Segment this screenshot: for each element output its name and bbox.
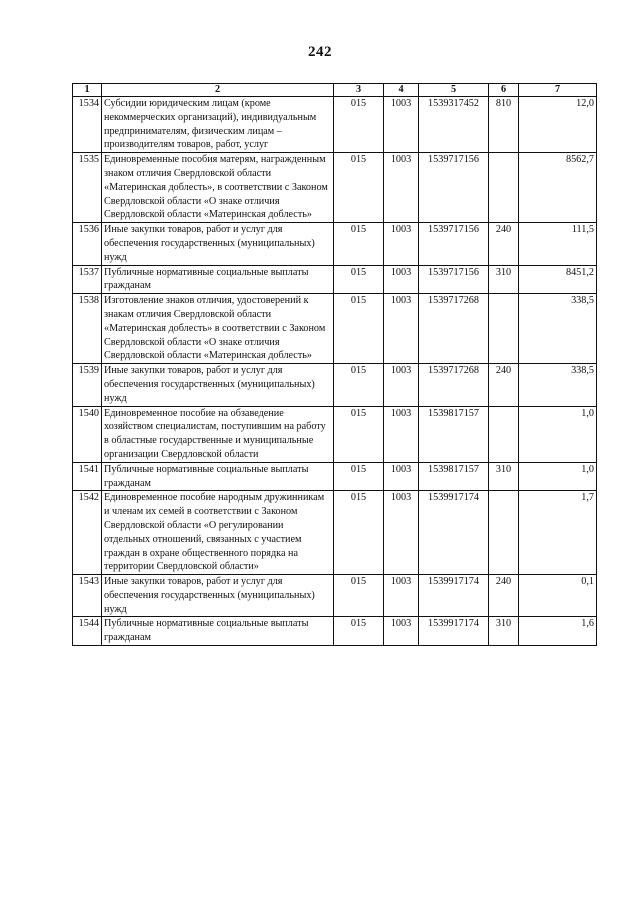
row-number: 1540 bbox=[73, 406, 102, 462]
table-row bbox=[73, 364, 597, 406]
row-ved: 015 bbox=[334, 575, 384, 617]
row-ved: 015 bbox=[334, 364, 384, 406]
header-col-5: 5 bbox=[419, 84, 489, 97]
header-col-2: 2 bbox=[102, 84, 334, 97]
row-name: Единовременное пособие народным дружинникам и членам их семей в соответствии с Законом Свердловской области «О регулировании отдельных отношений, связанных с участием граждан в охране общественного порядка на территории Свердловской области» bbox=[102, 491, 334, 575]
row-name: Субсидии юридическим лицам (кроме некоммерческих организаций), индивидуальным предпринимателям, физическим лицам – производителям товаров, работ, услуг bbox=[102, 97, 334, 153]
row-vr: 810 bbox=[489, 97, 519, 153]
table-row bbox=[73, 406, 597, 462]
table-row bbox=[73, 294, 597, 364]
row-amount: 1,0 bbox=[519, 406, 597, 462]
row-ved: 015 bbox=[334, 265, 384, 294]
row-number: 1543 bbox=[73, 575, 102, 617]
row-number: 1544 bbox=[73, 617, 102, 646]
table-header bbox=[73, 84, 597, 97]
row-name: Публичные нормативные социальные выплаты гражданам bbox=[102, 617, 334, 646]
row-target: 1539717156 bbox=[419, 265, 489, 294]
row-target: 1539717268 bbox=[419, 364, 489, 406]
row-vr bbox=[489, 406, 519, 462]
table-row bbox=[73, 617, 597, 646]
row-amount: 1,6 bbox=[519, 617, 597, 646]
row-section: 1003 bbox=[384, 97, 419, 153]
budget-table bbox=[72, 83, 597, 646]
row-section: 1003 bbox=[384, 462, 419, 491]
row-ved: 015 bbox=[334, 617, 384, 646]
row-target: 1539917174 bbox=[419, 617, 489, 646]
table-row bbox=[73, 97, 597, 153]
row-vr bbox=[489, 294, 519, 364]
row-target: 1539917174 bbox=[419, 575, 489, 617]
row-ved: 015 bbox=[334, 462, 384, 491]
header-col-4: 4 bbox=[384, 84, 419, 97]
row-number: 1538 bbox=[73, 294, 102, 364]
row-amount: 1,7 bbox=[519, 491, 597, 575]
header-col-7: 7 bbox=[519, 84, 597, 97]
row-amount: 12,0 bbox=[519, 97, 597, 153]
row-target: 1539817157 bbox=[419, 462, 489, 491]
table-row bbox=[73, 575, 597, 617]
row-ved: 015 bbox=[334, 294, 384, 364]
row-number: 1541 bbox=[73, 462, 102, 491]
table-row bbox=[73, 265, 597, 294]
table-body bbox=[73, 97, 597, 646]
row-number: 1537 bbox=[73, 265, 102, 294]
row-target: 1539717156 bbox=[419, 223, 489, 265]
row-name: Иные закупки товаров, работ и услуг для обеспечения государственных (муниципальных) нужд bbox=[102, 364, 334, 406]
row-number: 1539 bbox=[73, 364, 102, 406]
row-name: Единовременные пособия матерям, награжденным знаком отличия Свердловской области «Материнская доблесть», в соответствии с Законом Свердловской области «О знаке отличия Свердловской области «Материнская доблесть» bbox=[102, 153, 334, 223]
row-ved: 015 bbox=[334, 491, 384, 575]
row-vr: 240 bbox=[489, 364, 519, 406]
row-name: Иные закупки товаров, работ и услуг для обеспечения государственных (муниципальных) нужд bbox=[102, 223, 334, 265]
row-number: 1534 bbox=[73, 97, 102, 153]
row-amount: 1,0 bbox=[519, 462, 597, 491]
row-section: 1003 bbox=[384, 223, 419, 265]
row-section: 1003 bbox=[384, 575, 419, 617]
row-section: 1003 bbox=[384, 153, 419, 223]
table-row bbox=[73, 153, 597, 223]
row-vr: 240 bbox=[489, 575, 519, 617]
row-section: 1003 bbox=[384, 491, 419, 575]
row-name: Изготовление знаков отличия, удостоверений к знакам отличия Свердловской области «Материнская доблесть» в соответствии с Законом Свердловской области «О знаке отличия Свердловской области «Материнская доблесть» bbox=[102, 294, 334, 364]
row-name: Публичные нормативные социальные выплаты гражданам bbox=[102, 462, 334, 491]
table-row bbox=[73, 491, 597, 575]
row-amount: 338,5 bbox=[519, 364, 597, 406]
page-number: 242 bbox=[308, 44, 332, 60]
row-amount: 0,1 bbox=[519, 575, 597, 617]
row-name: Иные закупки товаров, работ и услуг для обеспечения государственных (муниципальных) нужд bbox=[102, 575, 334, 617]
row-vr bbox=[489, 153, 519, 223]
row-vr: 310 bbox=[489, 617, 519, 646]
row-amount: 111,5 bbox=[519, 223, 597, 265]
row-target: 1539917174 bbox=[419, 491, 489, 575]
row-vr: 240 bbox=[489, 223, 519, 265]
row-vr: 310 bbox=[489, 462, 519, 491]
row-section: 1003 bbox=[384, 617, 419, 646]
row-vr bbox=[489, 491, 519, 575]
row-amount: 338,5 bbox=[519, 294, 597, 364]
row-ved: 015 bbox=[334, 406, 384, 462]
header-col-3: 3 bbox=[334, 84, 384, 97]
row-section: 1003 bbox=[384, 294, 419, 364]
row-name: Публичные нормативные социальные выплаты гражданам bbox=[102, 265, 334, 294]
row-ved: 015 bbox=[334, 97, 384, 153]
row-ved: 015 bbox=[334, 223, 384, 265]
row-number: 1542 bbox=[73, 491, 102, 575]
row-section: 1003 bbox=[384, 364, 419, 406]
table-row bbox=[73, 462, 597, 491]
header-col-6: 6 bbox=[489, 84, 519, 97]
row-amount: 8451,2 bbox=[519, 265, 597, 294]
row-target: 1539717268 bbox=[419, 294, 489, 364]
row-number: 1535 bbox=[73, 153, 102, 223]
row-section: 1003 bbox=[384, 265, 419, 294]
header-col-1: 1 bbox=[73, 84, 102, 97]
row-target: 1539717156 bbox=[419, 153, 489, 223]
row-ved: 015 bbox=[334, 153, 384, 223]
table-row bbox=[73, 223, 597, 265]
row-target: 1539817157 bbox=[419, 406, 489, 462]
row-name: Единовременное пособие на обзаведение хозяйством специалистам, поступившим на работу в областные государственные и муниципальные организации Свердловской области bbox=[102, 406, 334, 462]
header-row bbox=[73, 84, 597, 97]
row-section: 1003 bbox=[384, 406, 419, 462]
row-amount: 8562,7 bbox=[519, 153, 597, 223]
row-number: 1536 bbox=[73, 223, 102, 265]
row-target: 1539317452 bbox=[419, 97, 489, 153]
row-vr: 310 bbox=[489, 265, 519, 294]
